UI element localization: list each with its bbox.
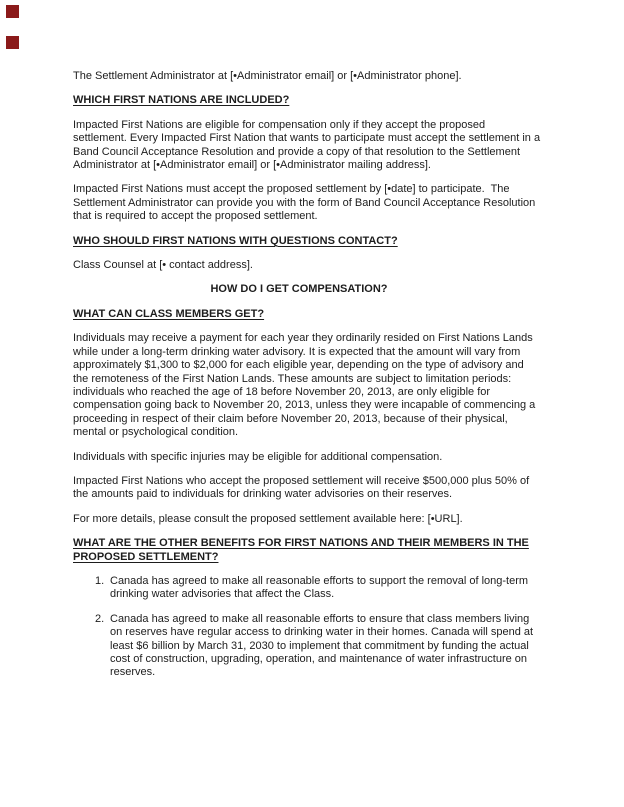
paragraph-first-nations-payment: Impacted First Nations who accept the proposed settlement will receive $500,000 plus 50% of the amounts paid to individuals for drinking water advisories on their reserves. (73, 474, 530, 501)
paragraph-class-counsel: Class Counsel at [• contact address]. (73, 259, 253, 272)
red-square-marker-bottom (6, 36, 19, 49)
list-item-1-number: 1. (95, 574, 105, 587)
paragraph-individual-payments: Individuals may receive a payment for each year they ordinarily resided on First Nations Lands while under a long-term drinking water advisory. It is expected that the amount will vary from approximately $1,300 to $2,000 for each eligible year, depending on the type of advisory and the remoteness of the First Nation Lands. These amounts are subject to limitation periods: individuals who reached the age of 18 before November 20, 2013, are only eligible for compensation going back to November 20, 2013, unless they were incapable of commencing a proceeding in respect of their claim before November 20, 2013, because of their physical, mental or psychological condition. (73, 332, 536, 439)
heading-which-first-nations-included: WHICH FIRST NATIONS ARE INCLUDED? (73, 94, 290, 107)
red-square-marker-top (6, 5, 19, 18)
list-item-2 (73, 613, 555, 680)
paragraph-eligibility: Impacted First Nations are eligible for compensation only if they accept the proposed settlement. Every Impacted First Nation that wants to participate must accept the settlement in a Band Council Acceptance Resolution and provide a copy of that resolution to the Settlement Administrator at [•Administrator email] or [•Administrator mailing address]. (73, 118, 541, 172)
list-item-1-text: Canada has agreed to make all reasonable efforts to support the removal of long-term drinking water advisories that affect the Class. (110, 574, 529, 601)
heading-what-can-class-members-get: WHAT CAN CLASS MEMBERS GET? (73, 307, 265, 320)
paragraph-acceptance-deadline: Impacted First Nations must accept the proposed settlement by [•date] to participate. The Settlement Administrator can provide you with the form of Band Council Acceptance Resolution that is required to accept the proposed settlement. (73, 183, 536, 223)
document-content (73, 70, 555, 691)
paragraph-more-details: For more details, please consult the proposed settlement available here: [•URL]. (73, 512, 463, 525)
heading-other-benefits: WHAT ARE THE OTHER BENEFITS FOR FIRST NATIONS AND THEIR MEMBERS IN THE PROPOSED SETTLEMENT? (73, 537, 529, 563)
list-item-2-text: Canada has agreed to make all reasonable efforts to ensure that class members living on reserves have regular access to drinking water in their homes. Canada will spend at least $6 billion by March 31, 2030 to implement that commitment by funding the actual cost of construction, upgrading, operation, and maintenance of water infrastructure on reserves. (110, 612, 534, 679)
heading-how-do-i-get-compensation: HOW DO I GET COMPENSATION? (210, 283, 388, 296)
list-item-2-number: 2. (95, 612, 105, 625)
paragraph-specific-injuries: Individuals with specific injuries may be eligible for additional compensation. (73, 450, 443, 463)
paragraph-administrator-contact: The Settlement Administrator at [•Administrator email] or [•Administrator phone]. (73, 70, 462, 82)
heading-questions-contact: WHO SHOULD FIRST NATIONS WITH QUESTIONS CONTACT? (73, 234, 398, 247)
benefits-list (73, 575, 555, 680)
list-item-1 (73, 575, 555, 602)
